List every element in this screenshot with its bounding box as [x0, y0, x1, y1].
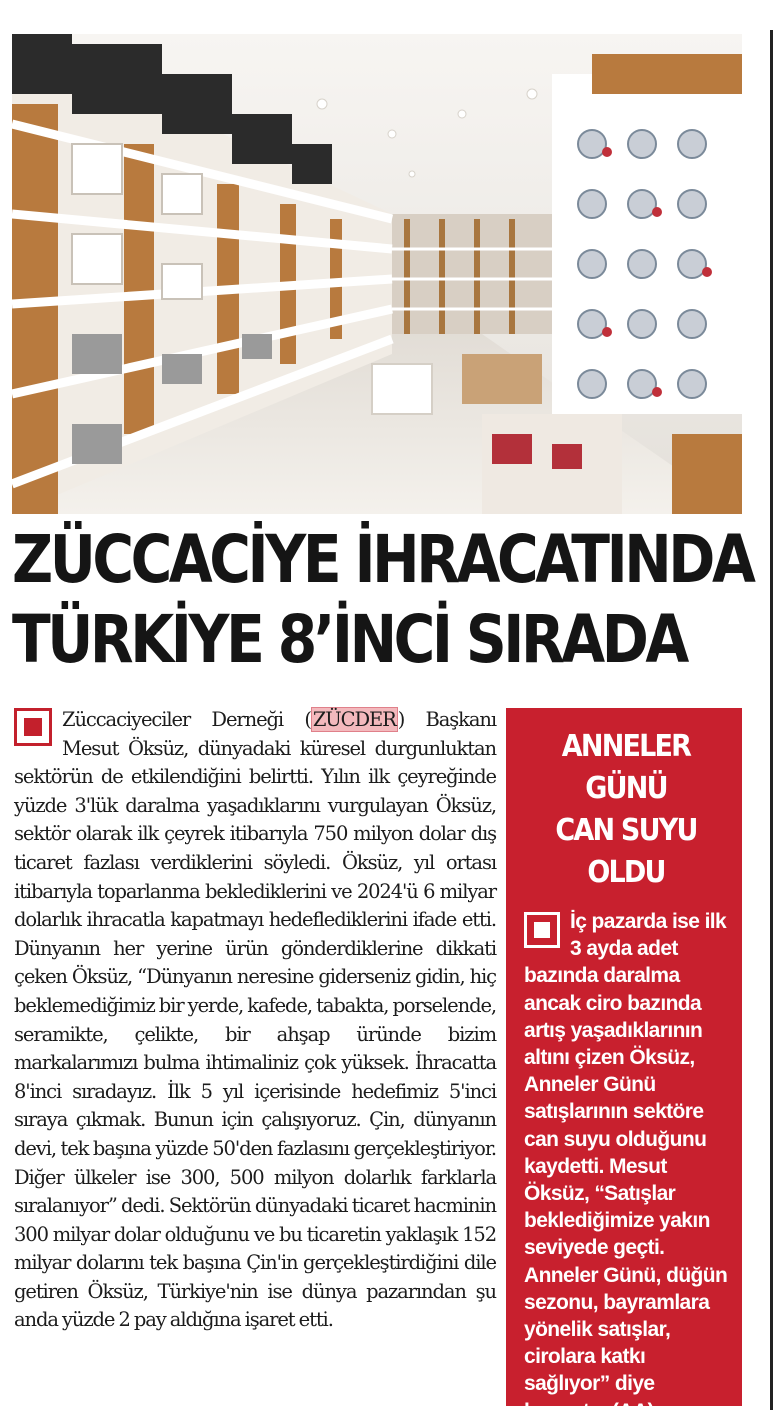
store-photo — [12, 34, 742, 514]
sidebar-box — [506, 708, 742, 1423]
sidebar-body — [524, 908, 728, 1425]
sidebar-title-line-2: CAN SUYU OLDU — [555, 813, 697, 890]
headline-line-2: TÜRKİYE 8’İNCİ SIRADA — [12, 601, 686, 678]
sidebar-title-line-1: ANNELER GÜNÜ — [561, 729, 691, 806]
sidebar-title — [534, 726, 718, 894]
headline-line-1: ZÜCCACİYE İHRACATINDA — [12, 521, 753, 598]
square-bullet-icon — [14, 708, 52, 746]
headline — [12, 520, 753, 680]
article-text-start: Züccaciyeciler Derneği ( — [62, 708, 311, 731]
sidebar-text: İç pazarda ise ilk 3 ayda adet bazında daralma ancak ciro bazında artış yaşadıklarının altını çizen Öksüz, Anneler Günü satışlarının sektöre can suyu olduğunu kaydetti. Mesut Öksüz, ‘‘Satışlar beklediğimize yakın seviyede geçti. Anneler Günü, düğün sezonu, bayramlara yönelik satışlar, cirolara katkı sağlıyor” diye konuştu. (AA) — [524, 910, 728, 1423]
article-body — [14, 706, 496, 1335]
article-text-rest: ) Başkanı Mesut Öksüz, dünyadaki küresel durgunluktan sektörün de etkilendiğini belirtti. Yılın ilk çeyreğinde yüzde 3'lük daralma yaşadıklarını vurgulayan Öksüz, sektör olarak ilk çeyrek itibarıyla 750 milyon dolar dış ticaret fazlası verdiklerini söyledi. Öksüz, yıl ortası itibarıyla toparlanma beklediklerini ve 2024'ü 6 milyar dolarlık ihracatla kapatmayı hedeflediklerini ifade etti. Dünyanın her yerine ürün gönderdiklerine dikkati çeken Öksüz, “Dünyanın neresine giderseniz gidin, hiç beklemediğimiz bir yerde, kafede, tabakta, porselende, seramikte, çelikte, bir ahşap üründe bizim markalarımızı bulma ihtimaliniz çok yüksek. İhracatta 8'inci sıradayız. İlk 5 yıl içerisinde hedefimiz 5'inci sıraya çıkmak. Bunun için çalışıyoruz. Çin, dünyanın devi, tek başına yüzde 50'den fazlasını gerçekleştiriyor. Diğer ülkeler ise 300, 500 milyon dolarlık farklarla sıralanıyor” dedi. Sektörün dünyadaki ticaret hacminin 300 milyar dolar olduğunu ve bu ticaretin yaklaşık 152 milyar dolarını tek başına Çin'in gerçekleştirdiğini dile getiren Öksüz, Türkiye'nin ise dünya pazarından şu anda yüzde 2 pay aldığına işaret etti. — [14, 708, 496, 1332]
highlighted-term: ZÜCDER — [312, 708, 396, 731]
square-bullet-icon — [524, 912, 560, 948]
page-edge-rule — [770, 30, 773, 1410]
